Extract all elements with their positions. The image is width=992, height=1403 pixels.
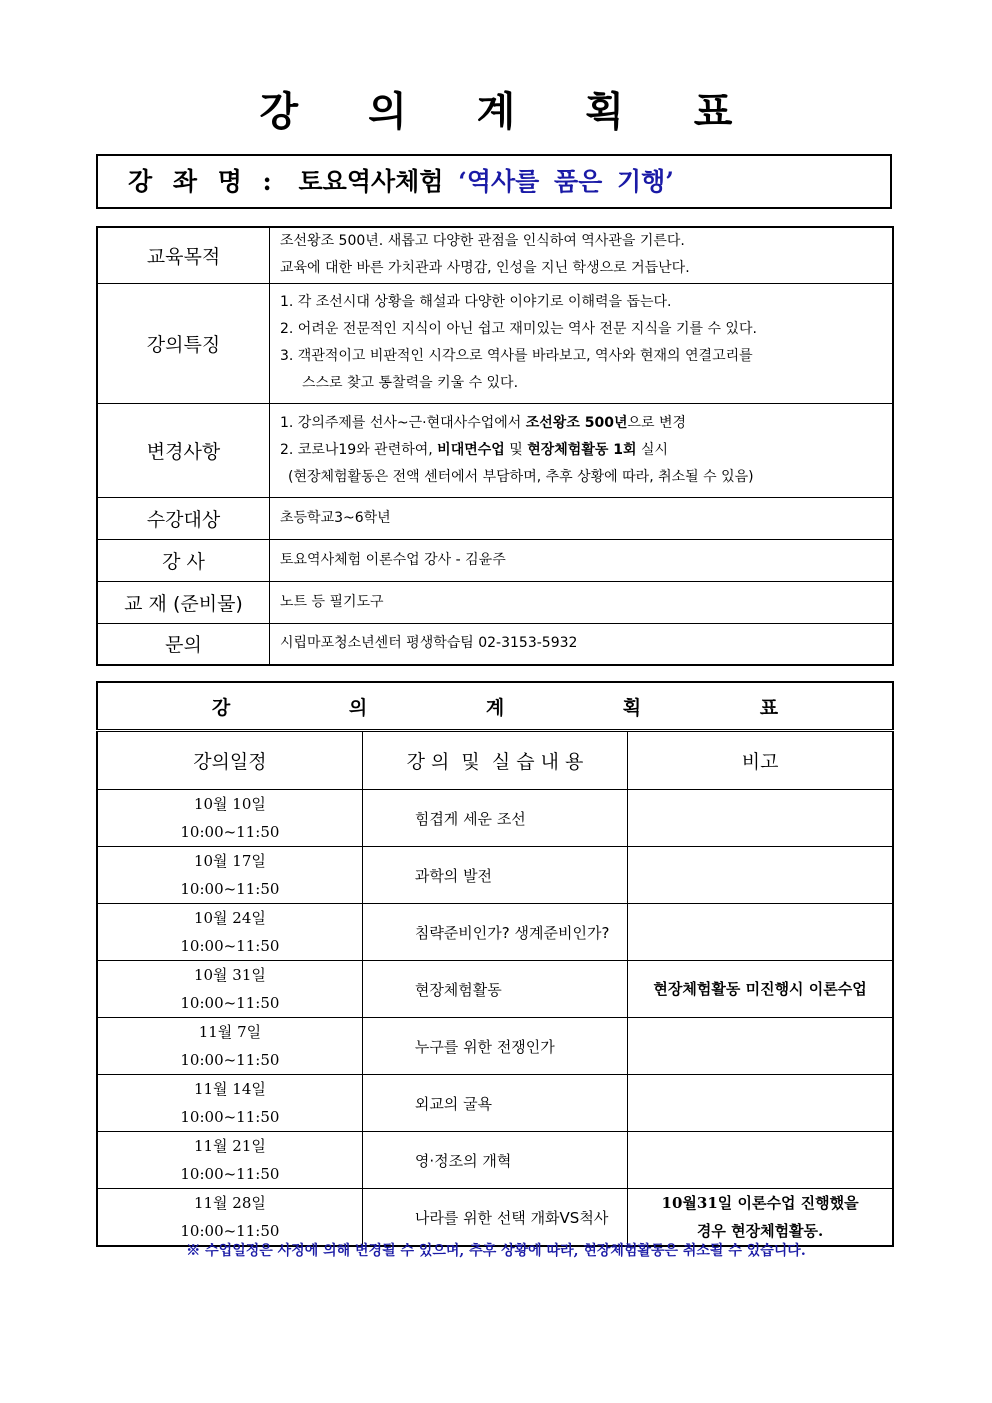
course-label: 강 좌 명 : [128,167,278,196]
schedule-table [96,681,894,1247]
info-row-purpose [97,227,893,283]
instructor-label: 강 사 [97,539,270,581]
date-text: 10월 31일 [193,966,266,984]
purpose-line: 교육에 대한 바른 가치관과 사명감, 인성을 지닌 학생으로 거듭난다. [280,260,690,277]
time-text: 10:00~11:50 [180,1222,280,1240]
changes-value [270,403,894,497]
target-label: 수강대상 [97,497,270,539]
purpose-label: 교육목적 [97,227,270,283]
time-text: 10:00~11:50 [180,1165,280,1183]
session-topic: 현장체험활동 [362,961,627,1018]
time-text: 10:00~11:50 [180,823,280,841]
session-note [628,904,893,961]
session-note [628,790,893,847]
table-row [97,1132,893,1189]
features-line: 3. 객관적이고 비판적인 시각으로 역사를 바라보고, 역사와 현재의 연결고리를 [280,348,753,364]
changes-text: 2. 코로나19와 관련하여, [280,441,438,458]
purpose-value [270,227,894,283]
date-text: 11월 7일 [198,1023,262,1041]
materials-label: 교 재 (준비물) [97,581,270,623]
session-topic: 과학의 발전 [362,847,627,904]
date-text: 11월 14일 [193,1080,266,1098]
features-line: 2. 어려운 전문적인 지식이 아닌 쉽고 재미있는 역사 전문 지식을 기를 수 있다. [280,321,757,337]
header-date: 강의일정 [97,731,362,790]
instructor-value: 토요역사체험 이론수업 강사 - 김윤주 [270,539,894,581]
changes-text: 및 [504,441,528,458]
features-label: 강의특징 [97,283,270,403]
note-line: 현장체험활동 미진행시 이론수업 [653,980,867,998]
session-date [97,1189,362,1247]
course-subtitle: ‘역사를 품은 기행’ [458,167,675,196]
date-text: 10월 17일 [193,852,266,870]
purpose-line: 조선왕조 500년. 새롭고 다양한 관점을 인식하여 역사관을 기른다. [280,233,685,250]
changes-emphasis: 조선왕조 500년 [525,414,628,431]
header-note: 비고 [628,731,893,790]
session-topic: 누구를 위한 전쟁인가 [362,1018,627,1075]
info-row-instructor [97,539,893,581]
session-topic: 영·정조의 개혁 [362,1132,627,1189]
info-row-changes [97,403,893,497]
changes-text: 실시 [636,441,669,458]
target-value: 초등학교3~6학년 [270,497,894,539]
course-name: 토요역사체험 [298,167,444,196]
course-info-table [96,226,894,666]
session-date [97,961,362,1018]
date-text: 10월 10일 [193,795,266,813]
session-date [97,904,362,961]
session-topic: 나라를 위한 선택 개화VS척사 [362,1189,627,1247]
changes-emphasis: 현장체험활동 1회 [527,441,637,458]
info-row-target [97,497,893,539]
session-date [97,1132,362,1189]
schedule-title-row [97,682,893,731]
session-note [628,1189,893,1247]
features-line: 1. 각 조선시대 상황을 해설과 다양한 이야기로 이해력을 돕는다. [280,294,672,310]
info-row-materials [97,581,893,623]
table-row [97,1189,893,1247]
date-text: 11월 21일 [193,1137,266,1155]
date-text: 10월 24일 [193,909,266,927]
features-value [270,283,894,403]
session-note [628,1018,893,1075]
date-text: 11월 28일 [193,1194,266,1212]
changes-label: 변경사항 [97,403,270,497]
session-note [628,961,893,1018]
schedule-title: 강 의 계 획 표 [97,682,893,731]
session-date [97,1018,362,1075]
session-date [97,1075,362,1132]
session-topic: 힘겹게 세운 조선 [362,790,627,847]
header-content: 강 의 및 실 습 내 용 [362,731,627,790]
time-text: 10:00~11:50 [180,880,280,898]
info-row-features [97,283,893,403]
changes-line: (현장체험활동은 전액 센터에서 부담하며, 추후 상황에 따라, 취소될 수 있음) [288,468,754,485]
time-text: 10:00~11:50 [180,937,280,955]
footnote: ※ 수업일정은 사정에 의해 변경될 수 있으며, 추후 상황에 따라, 현장체험활동은 취소될 수 있습니다. [186,1243,806,1259]
page-title: 강 의 계 획 표 [259,88,761,135]
table-row [97,961,893,1018]
time-text: 10:00~11:50 [180,1051,280,1069]
session-topic: 외교의 굴욕 [362,1075,627,1132]
course-name-box [96,154,892,209]
session-date [97,847,362,904]
table-row [97,1075,893,1132]
info-row-contact [97,623,893,665]
changes-text: 1. 강의주제를 선사~근·현대사수업에서 [280,414,526,431]
note-line: 경우 현장체험활동. [696,1222,824,1240]
features-line: 스스로 찾고 통찰력을 키울 수 있다. [302,375,519,391]
table-row [97,904,893,961]
session-date [97,790,362,847]
contact-value: 시립마포청소년센터 평생학습팀 02-3153-5932 [270,623,894,665]
changes-emphasis: 비대면수업 [437,441,505,458]
session-topic: 침략준비인가? 생계준비인가? [362,904,627,961]
table-row [97,790,893,847]
session-note [628,847,893,904]
time-text: 10:00~11:50 [180,994,280,1012]
changes-line [280,410,892,437]
schedule-header-row [97,731,893,790]
materials-value: 노트 등 필기도구 [270,581,894,623]
changes-text: 으로 변경 [627,414,687,431]
session-note [628,1132,893,1189]
note-line: 10월31일 이론수업 진행했을 [661,1194,859,1212]
changes-line [280,437,892,464]
time-text: 10:00~11:50 [180,1108,280,1126]
table-row [97,1018,893,1075]
table-row [97,847,893,904]
contact-label: 문의 [97,623,270,665]
session-note [628,1075,893,1132]
